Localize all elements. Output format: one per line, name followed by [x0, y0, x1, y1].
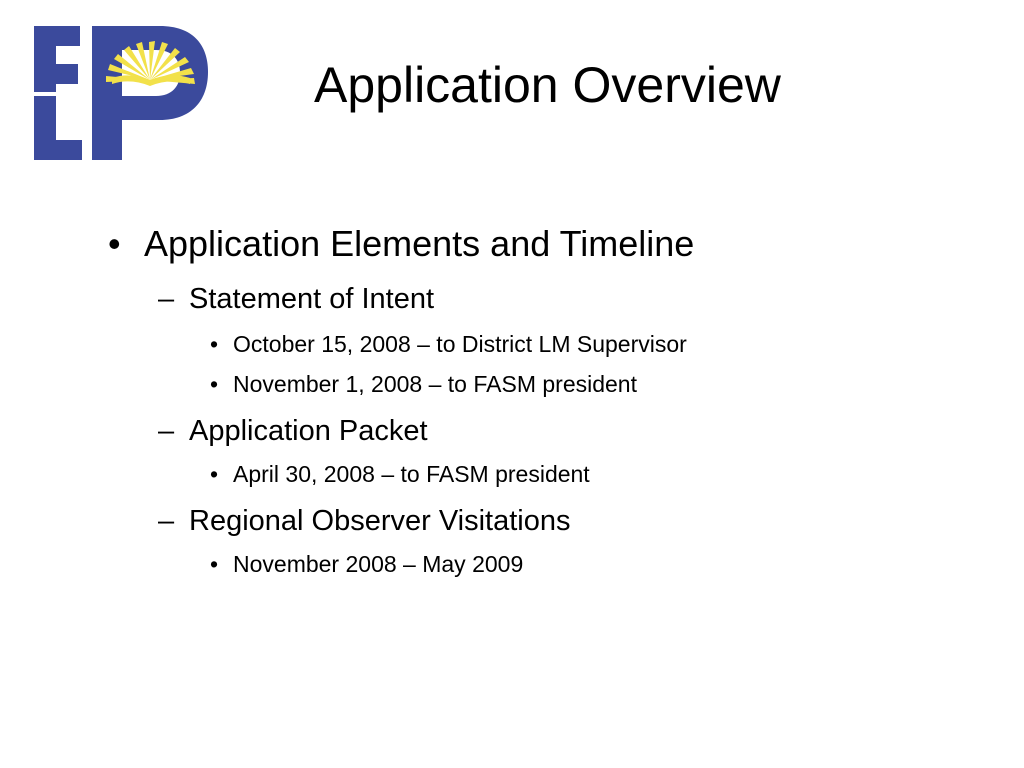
section-label: Regional Observer Visitations: [189, 505, 571, 537]
bullet-marker: •: [108, 223, 121, 264]
dash-marker: –: [158, 415, 175, 447]
logo-letter-f: [34, 26, 80, 92]
logo-letter-l: [34, 96, 82, 160]
dash-marker: –: [158, 505, 175, 537]
bullet-marker: •: [210, 371, 219, 397]
list-item: October 15, 2008 – to District LM Supervisor: [233, 331, 687, 357]
section-label: Application Packet: [189, 415, 428, 447]
dash-marker: –: [158, 283, 175, 315]
list-item: April 30, 2008 – to FASM president: [233, 461, 590, 487]
section-label: Statement of Intent: [189, 283, 435, 315]
flp-logo: [32, 24, 212, 162]
outline-heading: Application Elements and Timeline: [144, 223, 695, 264]
slide-title: Application Overview: [314, 57, 781, 113]
list-item: November 2008 – May 2009: [233, 551, 524, 577]
list-item: November 1, 2008 – to FASM president: [233, 371, 637, 397]
bullet-marker: •: [210, 461, 219, 487]
bullet-marker: •: [210, 551, 219, 577]
bullet-marker: •: [210, 331, 219, 357]
